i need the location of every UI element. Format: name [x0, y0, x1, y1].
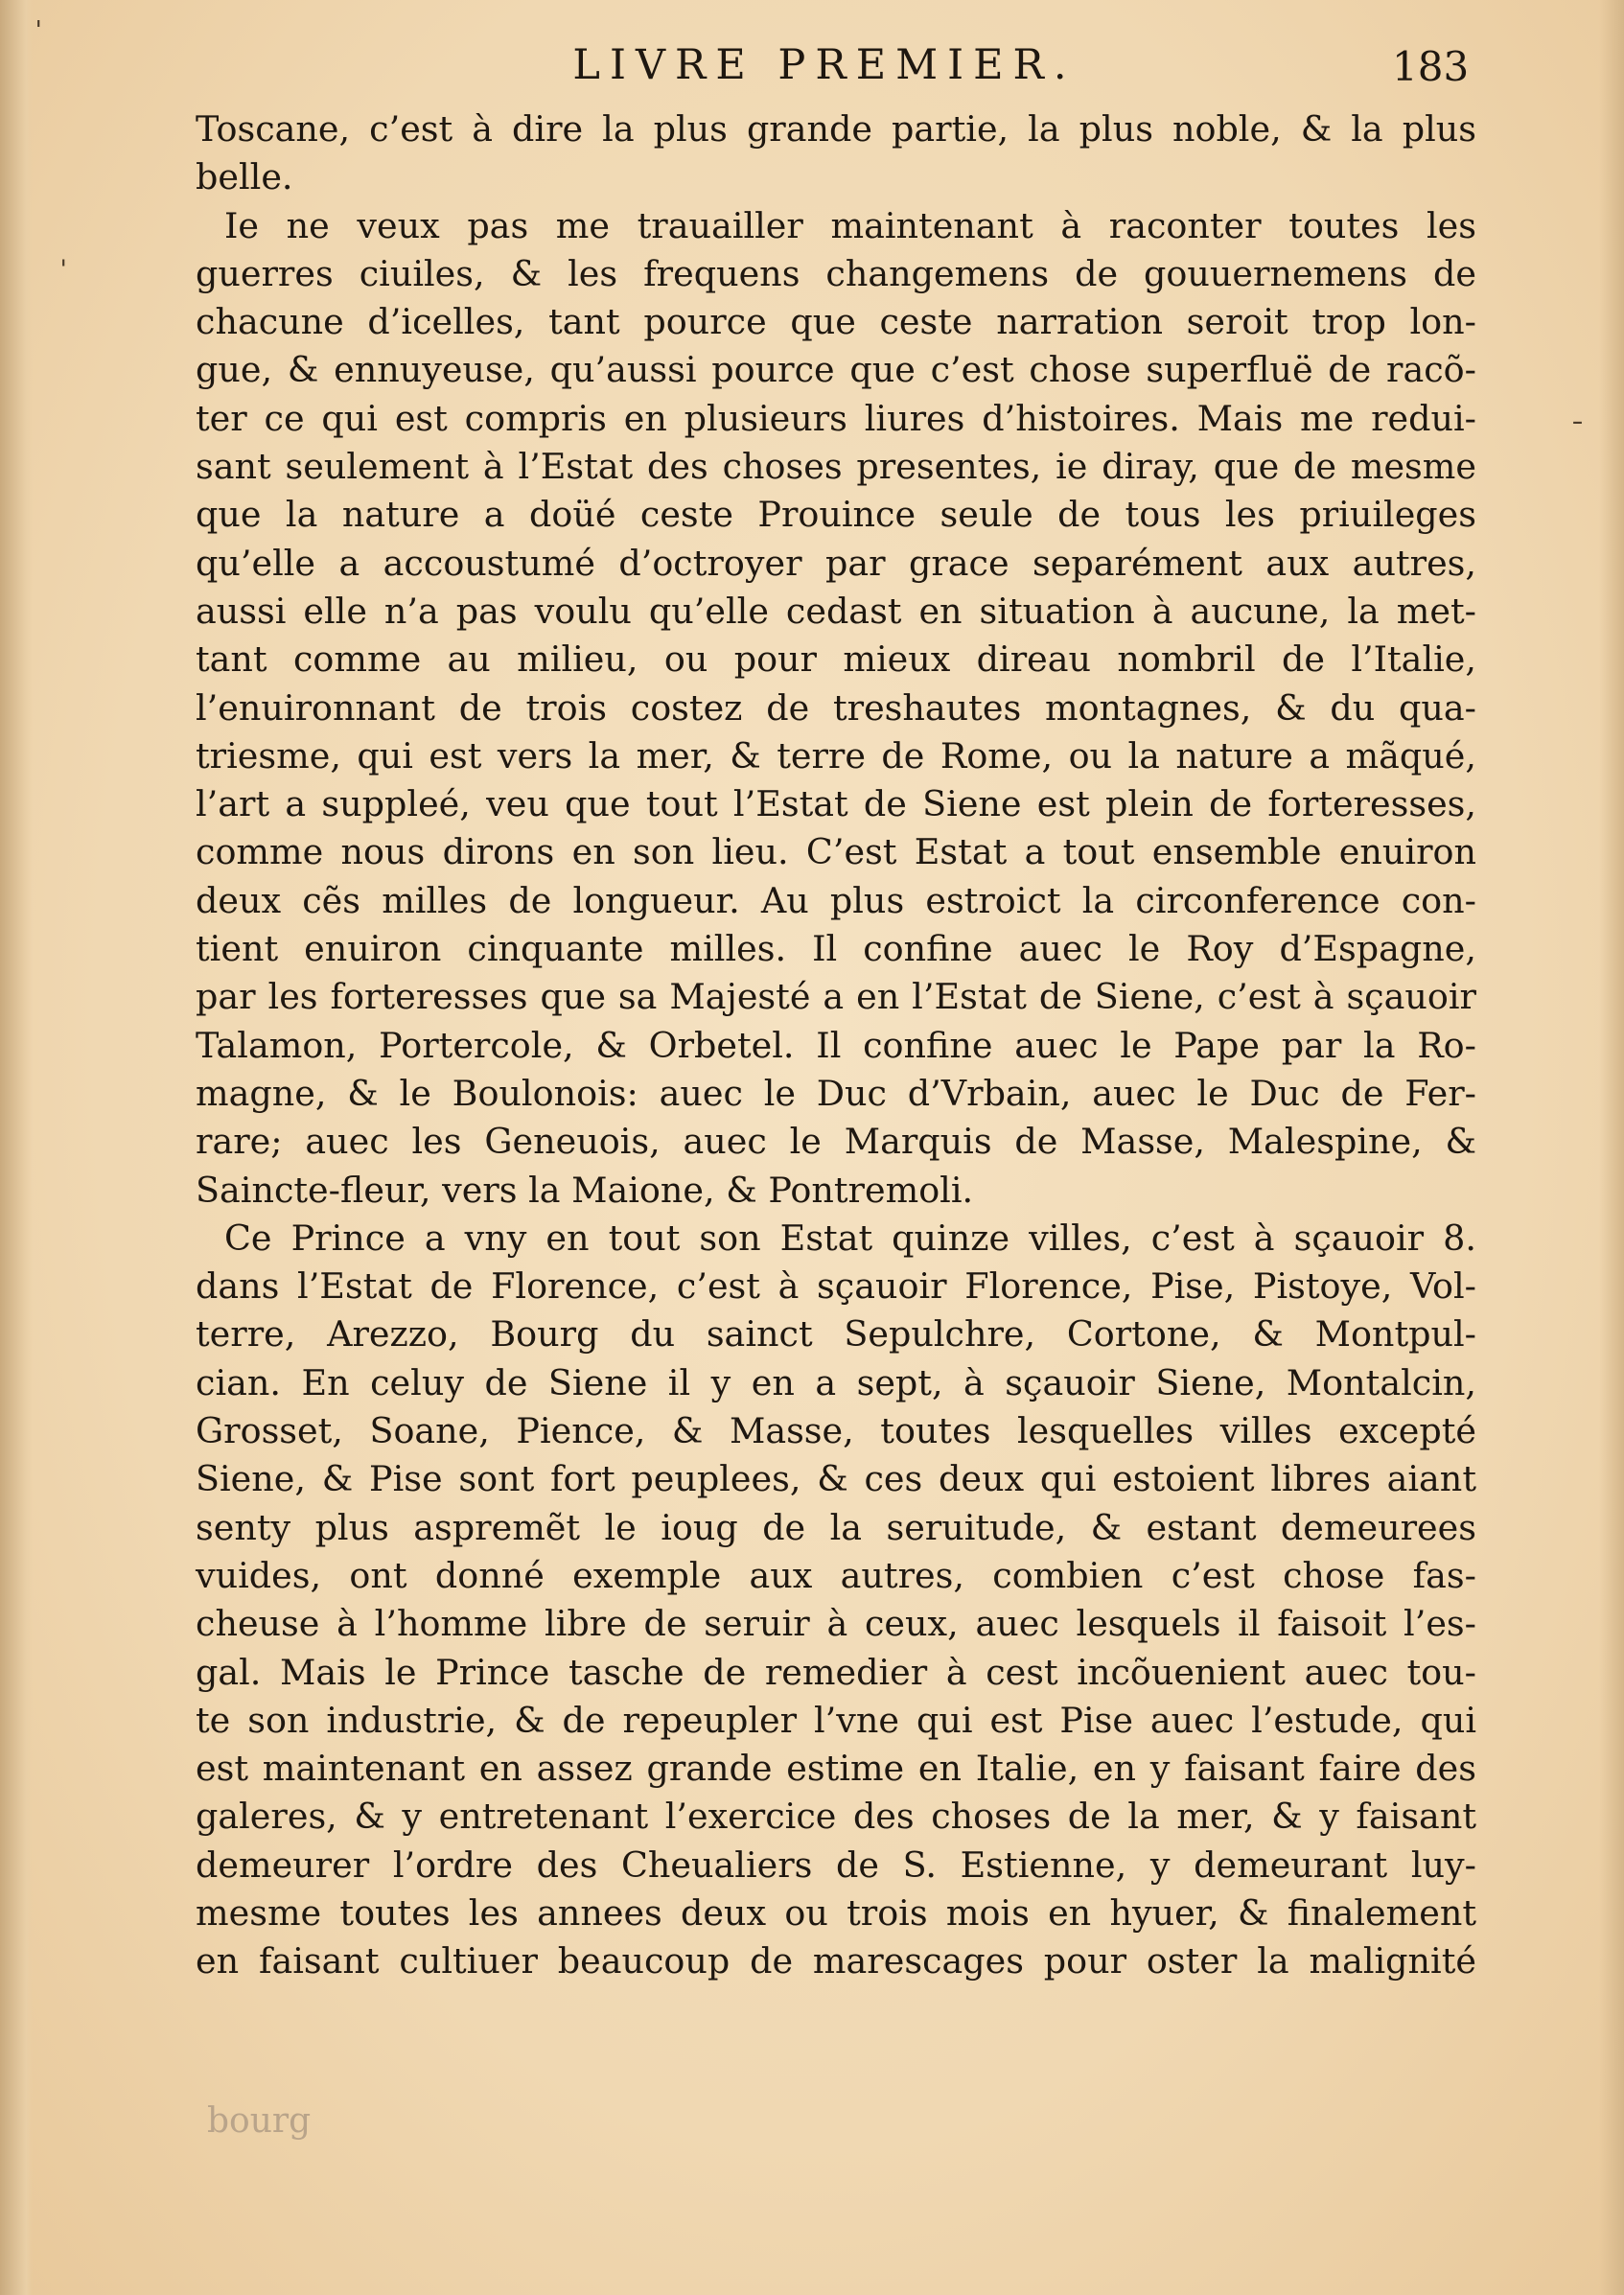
text-line: gue, & ennuyeuse, qu’aussi pource que c’est chose superfluë de racõ- [196, 349, 1476, 391]
text-line: tient enuiron cinquante milles. Il confine auec le Roy d’Espagne, [196, 928, 1476, 970]
text-line: que la nature a doüé ceste Prouince seule de tous les priuileges [196, 494, 1476, 536]
running-title: LIVRE PREMIER. [572, 41, 1077, 89]
text-line: galeres, & y entretenant l’exercice des choses de la mer, & y faisant [196, 1796, 1476, 1838]
margin-mark: ˉ [1570, 417, 1585, 451]
text-line: gal. Mais le Prince tasche de remedier à cest incõuenient auec tou- [196, 1651, 1476, 1693]
text-line: mesme toutes les annees deux ou trois mois en hyuer, & finalement [196, 1891, 1476, 1934]
text-line: belle. [196, 156, 293, 198]
text-line: cian. En celuy de Siene il y en a sept, à sçauoir Siene, Montalcin, [196, 1361, 1476, 1403]
catchword: bourg [207, 2101, 312, 2141]
page-edge-shadow-left [0, 0, 33, 2295]
text-line: magne, & le Boulonois: auec le Duc d’Vrbain, auec le Duc de Fer- [196, 1072, 1476, 1114]
text-line: l’art a suppleé, veu que tout l’Estat de Siene est plein de forteresses, [196, 783, 1476, 825]
text-line: Siene, & Pise sont fort peuplees, & ces deux qui estoient libres aiant [196, 1458, 1476, 1500]
text-line: demeurer l’ordre des Cheualiers de S. Estienne, y demeurant luy- [196, 1843, 1476, 1886]
text-line: vuides, ont donné exemple aux autres, combien c’est chose fas- [196, 1554, 1476, 1596]
text-line: cheuse à l’homme libre de seruir à ceux, auec lesquels il faisoit l’es- [196, 1603, 1476, 1645]
page-edge-shadow-right [1599, 0, 1624, 2295]
text-line: Ie ne veux pas me trauailler maintenant à raconter toutes les [224, 204, 1476, 246]
text-line: senty plus aspremẽt le ioug de la seruitude, & estant demeurees [196, 1506, 1476, 1548]
text-line: deux cẽs milles de longueur. Au plus estroict la circonference con- [196, 879, 1476, 921]
text-line: Talamon, Portercole, & Orbetel. Il confine auec le Pape par la Ro- [196, 1024, 1476, 1066]
text-line: Grosset, Soane, Pience, & Masse, toutes lesquelles villes excepté [196, 1410, 1476, 1452]
text-line: te son industrie, & de repeupler l’vne qui est Pise auec l’estude, qui [196, 1699, 1476, 1741]
text-line: qu’elle a accoustumé d’octroyer par grace separément aux autres, [196, 542, 1476, 584]
page-number: 183 [1392, 43, 1470, 90]
text-line: guerres ciuiles, & les frequens changemens de gouuernemens de [196, 252, 1476, 294]
text-line: chacune d’icelles, tant pource que ceste narration seroit trop lon- [196, 301, 1476, 343]
text-line: en faisant cultiuer beaucoup de marescages pour oster la malignité [196, 1940, 1476, 1982]
margin-mark: ˌ [59, 237, 68, 270]
text-line: aussi elle n’a pas voulu qu’elle cedast en situation à aucune, la met- [196, 590, 1476, 632]
text-line: Toscane, c’est à dire la plus grande partie, la plus noble, & la plus [196, 108, 1476, 150]
text-line: ter ce qui est compris en plusieurs liures d’histoires. Mais me redui- [196, 397, 1476, 439]
text-line: tant comme au milieu, ou pour mieux direau nombril de l’Italie, [196, 638, 1476, 681]
body-text [196, 105, 1476, 1986]
margin-mark: ˈ [35, 16, 43, 50]
text-line: dans l’Estat de Florence, c’est à sçauoir Florence, Pise, Pistoye, Vol- [196, 1265, 1476, 1308]
text-line: rare; auec les Geneuois, auec le Marquis de Masse, Malespine, & [196, 1121, 1476, 1163]
text-line: est maintenant en assez grande estime en Italie, en y faisant faire des [196, 1748, 1476, 1790]
text-line: l’enuironnant de trois costez de treshautes montagnes, & du qua- [196, 686, 1476, 729]
text-line: Saincte-fleur, vers la Maione, & Pontremoli. [196, 1169, 974, 1211]
text-line: triesme, qui est vers la mer, & terre de Rome, ou la nature a mãqué, [196, 734, 1476, 777]
text-line: terre, Arezzo, Bourg du sainct Sepulchre, Cortone, & Montpul- [196, 1313, 1476, 1356]
text-line: comme nous dirons en son lieu. C’est Estat a tout ensemble enuiron [196, 831, 1476, 873]
text-line: sant seulement à l’Estat des choses presentes, ie diray, que de mesme [196, 446, 1476, 488]
text-line: par les forteresses que sa Majesté a en l’Estat de Siene, c’est à sçauoir [196, 976, 1476, 1018]
text-line: Ce Prince a vny en tout son Estat quinze villes, c’est à sçauoir 8. [224, 1217, 1476, 1259]
